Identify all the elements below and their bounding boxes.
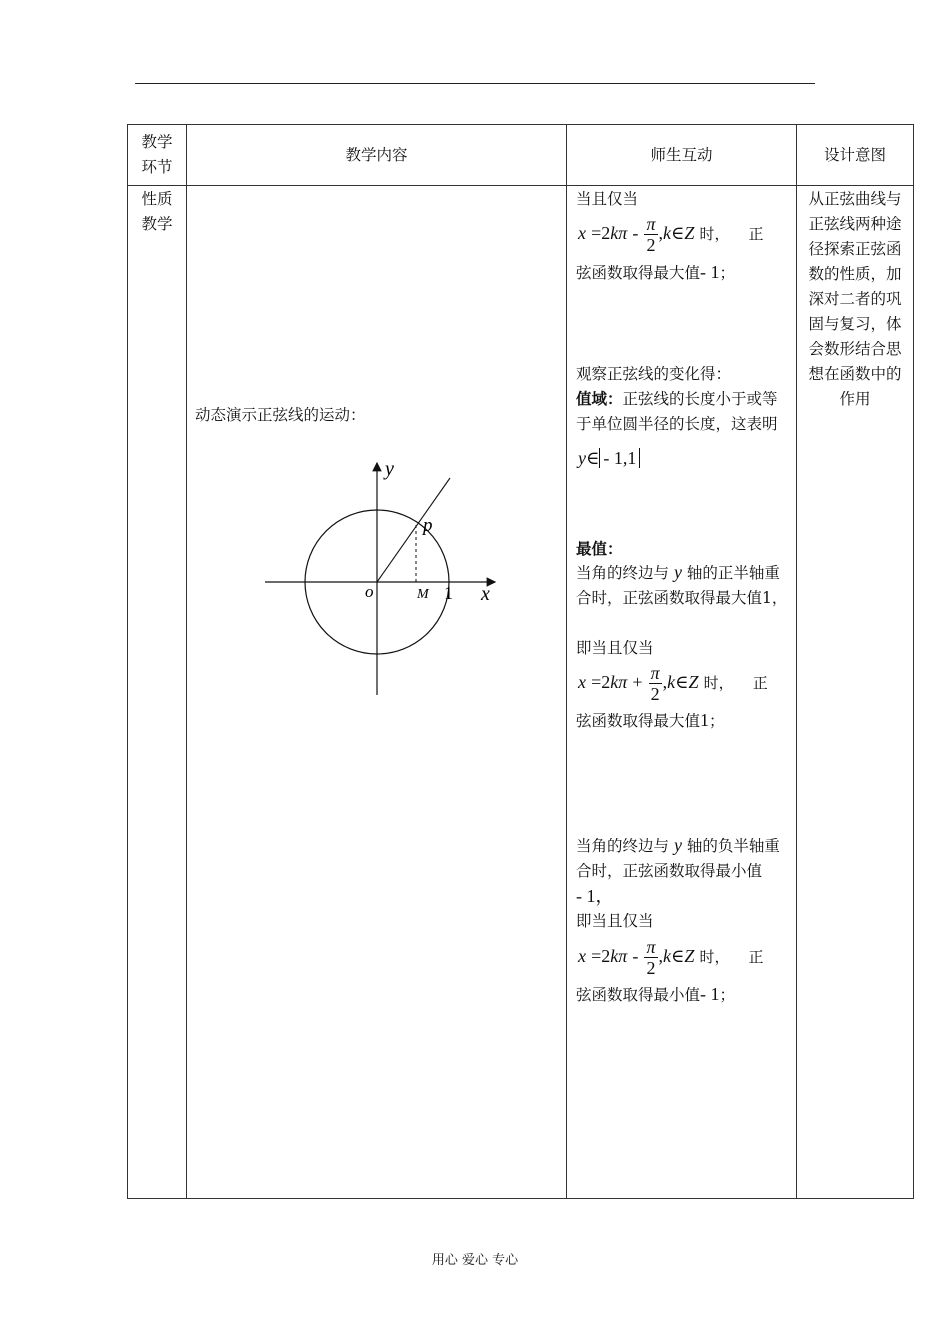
iff-intro-3: 即当且仅当: [576, 912, 654, 930]
unit-circle-figure: [255, 455, 505, 700]
origin-label: o: [365, 582, 374, 601]
unit-one-label: 1: [444, 583, 453, 603]
range-formula: y∈ - 1,1: [578, 448, 640, 469]
iff-tail-1: 弦函数取得最大值- 1；: [576, 262, 736, 282]
iff-tail-3: 弦函数取得最小值- 1；: [576, 984, 736, 1004]
header-stage: 教学 环节: [141, 133, 173, 176]
design-intent: 从正弦曲线与正弦线两种途径探索正弦函数的性质，加深对二者的巩固与复习，体会数形结合思想在函数中的作用: [808, 190, 902, 408]
header-interaction: 师生互动: [650, 146, 713, 164]
iff-intro-1: 当且仅当: [576, 190, 639, 208]
page-footer: 用心 爱心 专心: [431, 1253, 519, 1268]
header-rule: [135, 83, 815, 84]
formula-1: x =2kπ - $\frac{\pi}{2}$ ,k∈Z 时， 正: [578, 214, 764, 255]
max-title: 最值：: [576, 539, 623, 558]
iff-tail-2: 弦函数取得最大值1；: [576, 710, 725, 730]
point-p-label: p: [423, 515, 433, 536]
min-text: 当角的终边与 y 轴的负半轴重合时，正弦函数取得最小值 - 1，: [576, 835, 780, 906]
x-axis-label: x: [481, 583, 490, 605]
header-content: 教学内容: [345, 146, 408, 164]
y-axis-label: y: [385, 458, 394, 480]
section-label: 性质 教学: [141, 190, 173, 233]
terminal-ray: [377, 478, 450, 582]
header-intent: 设计意图: [823, 146, 886, 164]
formula-3: x =2kπ - $\frac{\pi}{2}$ ,k∈Z 时， 正: [578, 937, 764, 978]
observe-text: 观察正弦线的变化得：: [576, 365, 732, 383]
range-text: 值域：正弦线的长度小于或等于单位圆半径的长度，这表明: [576, 389, 778, 433]
demo-text: 动态演示正弦线的运动：: [195, 406, 366, 424]
point-m-label: M: [417, 587, 429, 602]
max-text: 当角的终边与 y 轴的正半轴重合时，正弦函数取得最大值1，: [576, 562, 788, 607]
iff-intro-2: 即当且仅当: [576, 639, 654, 657]
formula-2: x =2kπ + $\frac{\pi}{2}$ ,k∈Z 时， 正: [578, 663, 768, 704]
